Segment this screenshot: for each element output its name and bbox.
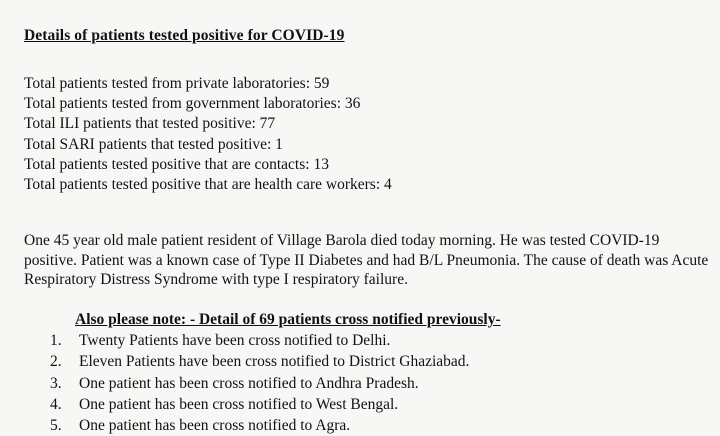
death-report-paragraph: One 45 year old male patient resident of Village Barola died today morning. He was tested COVID-19 positive. Patient was a known case of Type II Diabetes and had B/L Pneumonia. The cause of death was Acute Respiratory Distress Syndrome with type I respiratory failure. [24,232,709,288]
list-item-text: One patient has been cross notified to West Bengal. [79,395,399,413]
document-title: Details of patients tested positive for COVID-19 [24,27,345,44]
stat-ili-positive: Total ILI patients that tested positive: 77 [24,115,276,133]
list-item [50,373,469,394]
list-item [50,330,469,351]
list-item-number: 1. [50,332,62,349]
list-item-number: 5. [50,417,62,435]
list-item-text: One patient has been cross notified to Andhra Pradesh. [79,374,419,392]
list-item [50,415,469,436]
list-item-number: 3. [50,374,62,392]
list-item-number: 4. [50,395,62,413]
stat-contacts-positive: Total patients tested positive that are contacts: 13 [24,155,329,173]
list-item-text: Eleven Patients have been cross notified to District Ghaziabad. [79,353,470,371]
stats-list [24,74,392,195]
list-item-text: One patient has been cross notified to Agra. [79,417,351,435]
stat-health-workers-positive: Total patients tested positive that are health care workers: 4 [24,176,392,194]
stat-private-labs: Total patients tested from private laboratories: 59 [24,75,330,92]
list-item [50,394,469,415]
stat-government-labs: Total patients tested from government laboratories: 36 [24,95,361,113]
list-item-number: 2. [50,353,62,371]
list-item-text: Twenty Patients have been cross notified to Delhi. [79,332,391,349]
list-item [50,351,469,372]
stat-sari-positive: Total SARI patients that tested positive: 1 [24,135,283,153]
cross-notified-heading: Also please note: - Detail of 69 patients cross notified previously- [75,311,501,328]
cross-notified-list [50,330,469,436]
